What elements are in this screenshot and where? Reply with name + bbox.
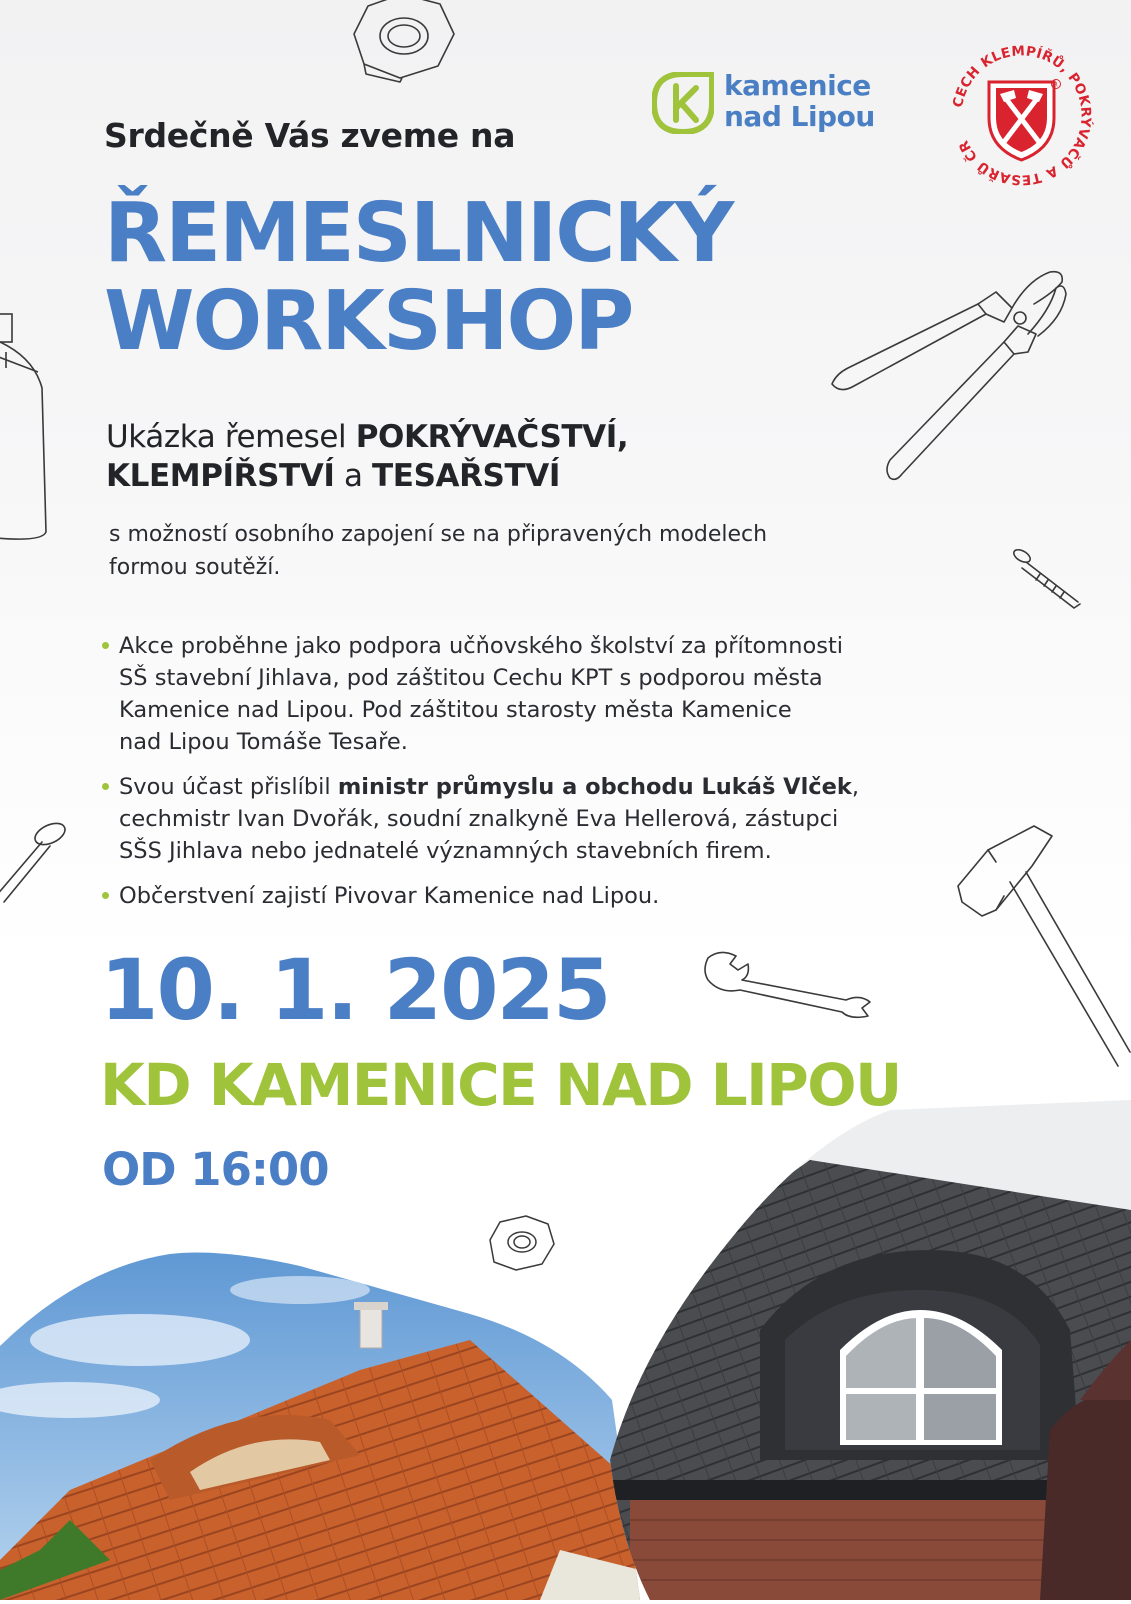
bullet-line: Akce proběhne jako podpora učňovského školství za přítomnosti xyxy=(119,633,844,659)
bullet-line: Kamenice nad Lipou. Pod záštitou starosty města Kamenice xyxy=(119,697,792,723)
bullet-item-patronage xyxy=(100,630,1000,758)
invitation-line: Srdečně Vás zveme na xyxy=(104,116,516,155)
nail-sketch-left xyxy=(0,820,76,910)
kamenice-nad-lipou-logo xyxy=(652,68,887,140)
subtitle-conjunction: a xyxy=(334,458,373,494)
bullet-line: SŠS Jihlava nebo jednatelé významných stavebních firem. xyxy=(119,838,772,864)
bullet-line: nad Lipou Tomáše Tesaře. xyxy=(119,729,408,755)
intro-line: s možností osobního zapojení se na připravených modelech xyxy=(109,522,768,547)
event-title xyxy=(104,186,733,369)
svg-text:R: R xyxy=(1053,81,1058,89)
bullet-item-refreshments xyxy=(100,880,1000,912)
guests-comma: , xyxy=(851,774,860,800)
bullet-dot-icon xyxy=(102,642,109,649)
info-bullet-list xyxy=(100,630,1000,925)
event-title-line2: WORKSHOP xyxy=(104,274,633,369)
bullet-dot-icon xyxy=(102,783,109,790)
kamenice-leaf-icon xyxy=(652,72,714,134)
screw-sketch-right xyxy=(1012,548,1092,618)
cech-ring-text: CECH KLEMPÍŘŮ, POKRÝVAČŮ A TESAŘŮ ČR xyxy=(950,43,1094,188)
kamenice-logo-line1: kamenice xyxy=(724,69,871,102)
craft-tinsmithing: KLEMPÍŘSTVÍ xyxy=(106,458,335,494)
pliers-sketch xyxy=(828,270,1078,490)
bullet-dot-icon xyxy=(102,892,109,899)
bullet-item-guests xyxy=(100,771,1000,867)
guests-intro: Svou účast přislíbil xyxy=(119,774,338,800)
intro-text xyxy=(109,518,929,584)
spray-can-sketch xyxy=(0,308,50,548)
bullet-line: SŠ stavební Jihlava, pod záštitou Cechu KPT s podporou města xyxy=(119,665,823,691)
crafts-subtitle xyxy=(106,418,628,496)
orange-roof-photo xyxy=(0,1250,640,1604)
event-title-line1: ŘEMESLNICKÝ xyxy=(104,186,733,281)
event-date: 10. 1. 2025 xyxy=(100,941,610,1039)
craft-carpentry: TESAŘSTVÍ xyxy=(372,458,560,494)
bullet-line: cechmistr Ivan Dvořák, soudní znalkyně Eva Hellerová, zástupci xyxy=(119,806,839,832)
dark-roof-dormer-photo xyxy=(610,1100,1131,1604)
wrench-sketch xyxy=(700,950,880,1020)
event-time: OD 16:00 xyxy=(102,1143,329,1196)
cech-kpt-logo xyxy=(944,38,1099,193)
subtitle-prefix: Ukázka řemesel xyxy=(106,419,356,455)
event-venue: KD KAMENICE NAD LIPOU xyxy=(100,1051,901,1119)
craft-roofing: POKRÝVAČSTVÍ, xyxy=(355,419,629,455)
guest-minister: ministr průmyslu a obchodu Lukáš Vlček xyxy=(337,774,852,800)
intro-line: formou soutěží. xyxy=(109,555,281,580)
bullet-line: Občerstvení zajistí Pivovar Kamenice nad Lipou. xyxy=(119,883,660,909)
hex-nut-sketch-top xyxy=(350,0,462,82)
kamenice-logo-line2: nad Lipou xyxy=(724,100,875,133)
